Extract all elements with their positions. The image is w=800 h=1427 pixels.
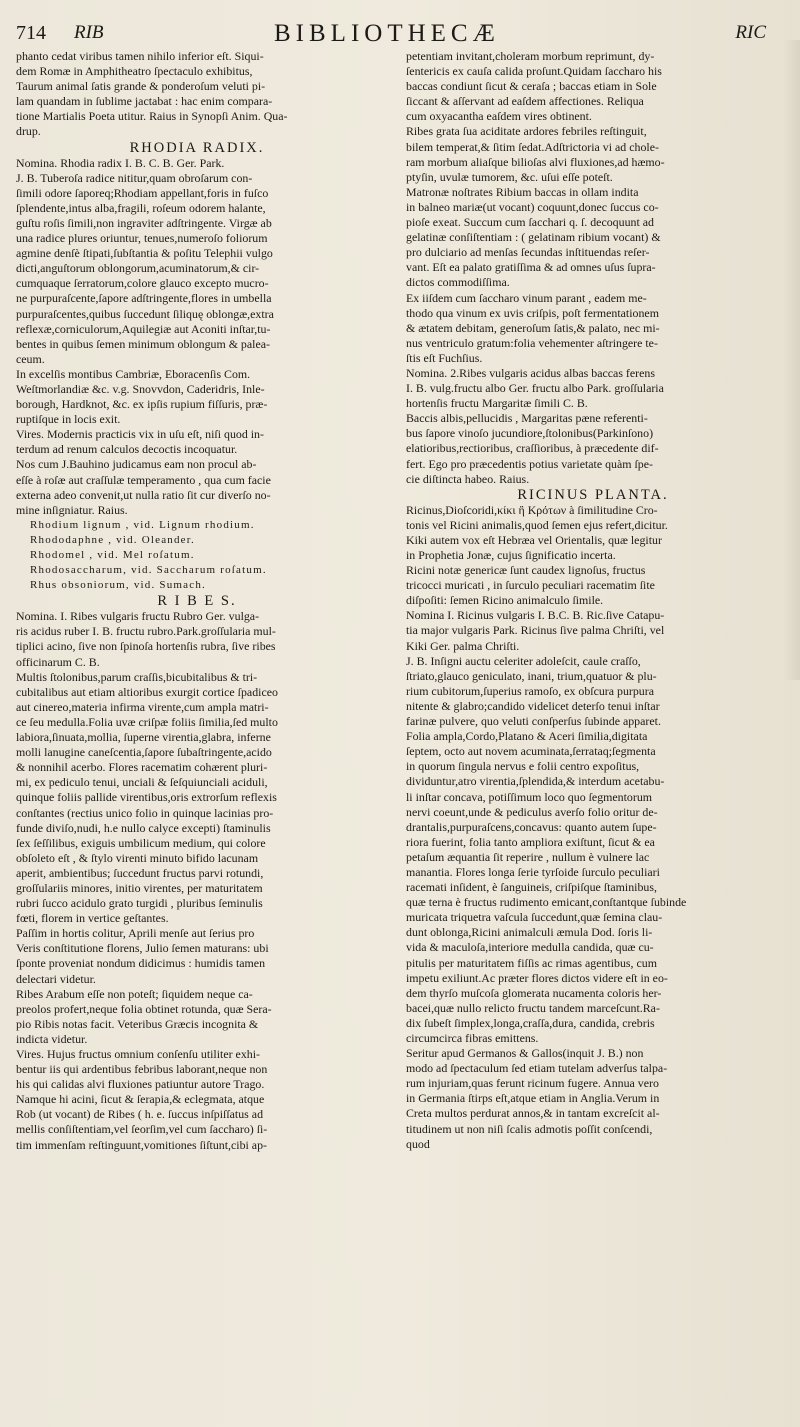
right-text-line: & ætatem debitam, generoſum ſatis,& palato, nec mi- — [406, 320, 660, 335]
right-text-line: manantia. Flores longa ſerie tyrſoide ſurculo peculiari — [406, 864, 660, 879]
left-text-line: una radice plures oriuntur, tenues,numeroſo foliorum — [16, 231, 268, 246]
left-text-line: ſponte proveniat nondum didicimus : humidis tamen — [16, 956, 266, 971]
left-text-line: Rob (ut vocant) de Ribes ( h. e. ſuccus inſpiſſatus ad — [16, 1107, 264, 1122]
right-text-line: nus ventriculo gratum:folia vehementer aſtringere te- — [406, 335, 658, 350]
right-text-line: riora fuerint, folia tanto ampliora exiſtunt, ſicut & ea — [406, 834, 655, 849]
left-text-line: rubri ſucco acidulo grato turgidi , pluribus ſeminulis — [16, 896, 263, 911]
right-text-line: cum oxyacantha eaſdem vires obtinent. — [406, 109, 592, 124]
right-text-line: thodo qua vinum ex uvis criſpis, poſt fermentationem — [406, 305, 659, 320]
left-text-line: Veris conſtitutione florens, Julio ſemen maturans: ubi — [16, 941, 269, 956]
right-text-line: Folia ampla,Cordo,Platano & Aceri ſimilia,digitata — [406, 729, 648, 744]
right-text-line: nervi coeunt,unde & pediculus averſo folio oritur de- — [406, 804, 658, 819]
right-text-line: ſtis eſt Fuchſius. — [406, 350, 483, 365]
right-text-line: hortenſis fructu Margaritæ ſimili C. B. — [406, 396, 588, 411]
right-text-line: bus ſapore vinoſo jucundiore,ſtolonibus(Parkinſono) — [406, 426, 654, 441]
right-text-line: bilem temperat,& ſitim ſedat.Adſtrictoria vi ad chole- — [406, 139, 659, 154]
right-text-line: dictos commodiſſima. — [406, 275, 510, 290]
left-text-line: lam quandam in ſublime jactabat : hac enim compara- — [16, 94, 273, 109]
page-number: 714 — [16, 22, 46, 44]
left-text-line: bentes in quibus ſemen minimum oblongum & palea- — [16, 336, 270, 351]
left-text-line: Rhodomel , vid. Mel roſatum. — [30, 549, 195, 561]
right-text-line: in quorum ſingula nervus e folii centro expoſitus, — [406, 759, 640, 774]
right-text-line: Kiki Ger. palma Chriſti. — [406, 638, 520, 653]
right-text-line: Ex iiſdem cum ſaccharo vinum parant , eadem me- — [406, 290, 647, 305]
left-text-line: molli lanugine caneſcentia,ſapore ſubaſtringente,acido — [16, 745, 272, 760]
right-text-line: Creta multos perdurat annos,& in tantam excreſcit al- — [406, 1106, 660, 1121]
right-text-line: Ricini notæ genericæ ſunt caudex lignoſus, fructus — [406, 563, 646, 578]
right-text-line: quod — [406, 1136, 430, 1151]
left-text-line: reflexæ,corniculorum,Aquilegiæ aut Aconiti inſtar,tu- — [16, 321, 271, 336]
right-text-line: petentiam invitant,choleram morbum reprimunt, dy- — [406, 49, 655, 63]
left-text-line: ruptiſque in locis exit. — [16, 412, 121, 427]
left-text-line: Multis ſtolonibus,parum craſſis,bicubitalibus & tri- — [16, 669, 258, 684]
right-text-line: modo ad ſpectaculum ſed etiam tutelam adverſus talpa- — [406, 1061, 668, 1076]
left-text-line: eſſe à roſæ aut craſſulæ temperamento , qua cum facie — [16, 472, 271, 487]
right-text-line: Seritur apud Germanos & Gallos(inquit J. B.) non — [406, 1046, 644, 1061]
right-text-line: pro dulciario ad menſas ſecundas inſtituendas reſer- — [406, 245, 650, 260]
right-text-line: diſpoſiti: ſemen Ricino animalculo ſimile. — [406, 593, 604, 608]
right-text-line: dix ſubeſt ſimplex,longa,craſſa,dura, candida, crebris — [406, 1015, 655, 1030]
left-text-line: Namque hi acini, ſicut & ſerapia,& eclegmata, atque — [16, 1092, 265, 1107]
right-text-line: vant. Eſt ea palato gratiſſima & ad omnes uſus ſupra- — [406, 260, 656, 275]
left-text-line: Nomina. Rhodia radix I. B. C. B. Ger. Park. — [16, 155, 225, 170]
left-text-line: aut cinereo,materia infirma virente,cum ampla matri- — [16, 699, 269, 714]
left-text-line: Vires. Hujus fructus omnium conſenſu utiliter exhi- — [16, 1047, 260, 1061]
page-edge-shadow — [784, 40, 800, 680]
right-text-line: Ribes grata ſua aciditate ardores febriles reſtinguit, — [406, 124, 647, 139]
right-text-line: elatioribus,rectioribus, craſſioribus, à præcedente dif- — [406, 441, 659, 456]
left-text-line: & nonnihil acerbo. Flores racematim cohærent pluri- — [16, 760, 268, 775]
right-text-line: dividuntur,atro virentia,ſplendida,& interdum acetabu- — [406, 774, 665, 789]
right-text-line: ſtriato,glauco geniculato, inani, trium,quatuor & plu- — [406, 668, 657, 683]
left-text-line: Rhus obsoniorum, vid. Sumach. — [30, 579, 206, 592]
left-text-line: his qui calidas alvi fluxiones patiuntur autore Trago. — [16, 1077, 265, 1092]
left-text-line: pio Ribis notas facit. Veteribus Græcis incognita & — [16, 1016, 259, 1031]
right-text-line: Baccis albis,pellucidis , Margaritas pæne referenti- — [406, 411, 648, 426]
right-text-line: racemati inſident, è ſanguineis, criſpiſque ſtaminibus, — [406, 880, 657, 895]
right-text-line: cie diſtincta habeo. Raius. — [406, 471, 530, 486]
right-text-line: tia major vulgaris Park. Ricinus ſive palma Chriſti, vel — [406, 623, 665, 638]
left-text-line: ne purpuraſcente,ſapore adſtringente,flores in umbella — [16, 291, 272, 306]
left-text-line: purpuraſcentes,quibus ſuccedunt ſiliquę oblongæ,extra — [16, 306, 274, 321]
left-text-line: Nos cum J.Bauhino judicamus eam non procul ab- — [16, 457, 257, 472]
right-text-line: tonis vel Ricini animalis,quod ſemen ejus refert,dicitur. — [406, 517, 668, 532]
left-text-line: delectari videtur. — [16, 971, 96, 986]
left-text-line: mi, ex pediculo tenui, unciali & ſeſquiunciali aciduli, — [16, 775, 268, 790]
right-running-head: RIC — [735, 22, 766, 43]
left-text-line: mellis conſiſtentiam,vel ſeorſim,vel cum ſaccharo) ſi- — [16, 1122, 268, 1137]
left-text-line: Rhododaphne , vid. Oleander. — [30, 533, 195, 546]
left-column — [16, 49, 378, 1153]
left-text-line: cubitalibus aut etiam altioribus exurgit cortice ſpadiceo — [16, 684, 278, 699]
right-text-line: ram morbum aliaſque bilioſas alvi fluxiones,ad hæmo- — [406, 154, 665, 169]
left-text-line: ce ſeu medulla.Folia uvæ criſpæ foliis ſimilia,ſed multo — [16, 714, 278, 729]
right-text-line: pioſe exeat. Succum cum ſacchari q. ſ. decoquunt ad — [406, 215, 654, 230]
left-text-line: dicti,anguſtorum oblongorum,acuminatorum,& cir- — [16, 261, 260, 276]
right-text-line: in Prophetia Jonæ, cujus ſignificatio incerta. — [406, 548, 616, 562]
left-text-line: cumquaque ſerratorum,colore glauco excepto mucro- — [16, 276, 269, 291]
right-text-line: ſiccant & aſſervant ad eaſdem affectiones. Reliqua — [406, 94, 644, 109]
left-text-line: mine inſigniatur. Raius. — [16, 502, 128, 517]
left-text-line: terdum ad renum calculos decoctis incoquatur. — [16, 442, 238, 457]
right-text-line: baccas condiunt ſicut & ceraſa ; baccas etiam in Sole — [406, 79, 657, 94]
right-text-line: RICINUS PLANTA. — [517, 486, 669, 503]
left-text-line: agmine denſè ſtipati,ſubſtantia & poſitu Telephii vulgo — [16, 246, 273, 261]
left-text-line: labiora,ſinuata,mollia, ſuperne virentia,glabra, inferne — [16, 730, 271, 745]
right-text-line: ſentericis ex cauſa calida proſunt.Quidam ſaccharo his — [406, 64, 662, 79]
left-text-line: guſtu roſis ſimili,non ingraviter adſtringente. Virgæ ab — [16, 215, 272, 230]
right-text-line: impetu exiliunt.Ac præter flores dictos videre eſt in eo- — [406, 970, 668, 985]
left-text-line: drup. — [16, 124, 41, 139]
left-text-line: obſoleto eſt , & ſtylo virenti minuto bifido lacunam — [16, 850, 259, 865]
right-text-line: rum injuriam,quas ferunt ricinum fugere. Annua vero — [406, 1076, 659, 1091]
right-text-line: Nomina I. Ricinus vulgaris I. B.C. B. Ric.ſive Catapu- — [406, 608, 665, 623]
right-text-line: in balneo mariæ(ut vocant) coquunt,donec ſuccus co- — [406, 199, 659, 214]
right-text-line: J. B. Inſigni auctu celeriter adoleſcit, caule craſſo, — [406, 653, 641, 668]
left-text-line: indicta videtur. — [16, 1031, 88, 1046]
right-text-line: muricata triquetra vaſcula ſuccedunt,quæ ſemina clau- — [406, 910, 663, 925]
right-column — [406, 49, 780, 1152]
left-text-line: tim immenſam reſtinguunt,vomitiones ſiſtunt,cibi ap- — [16, 1137, 267, 1152]
right-text-line: li inſtar concava, potiſſimum loco quo ſegmentorum — [406, 789, 653, 804]
running-header — [14, 20, 786, 46]
left-text-line: ſimili odore ſaporeq;Rhodiam appellant,foris in fuſco — [16, 185, 269, 200]
right-text-line: tricocci muricati , in ſurculo peculiari racematim ſite — [406, 578, 655, 593]
right-text-line: nitente & glabro;candido videlicet deterſo tenui inſtar — [406, 698, 660, 713]
left-text-line: Rhodium lignum , vid. Lignum rhodium. — [30, 518, 255, 531]
left-text-line: ris acidus ruber I. B. fructu rubro.Park.groſſularia mul- — [16, 624, 276, 639]
left-text-line: Paſſim in hortis colitur, Aprili menſe aut ſerius pro — [16, 926, 255, 941]
left-text-line: ſplendente,intus alba,fragili, roſeum odorem halante, — [16, 200, 266, 215]
left-text-line: tiplici acino, ſive non ſpinoſa hortenſis rubra, ſive ribes — [16, 639, 276, 654]
right-text-line: Matronæ noſtrates Ribium baccas in ollam indita — [406, 184, 639, 199]
page-title: BIBLIOTHECÆ — [274, 20, 500, 47]
right-text-line: dem thyrſo muſcoſa glomerata nucamenta coloris her- — [406, 985, 662, 1000]
right-text-line: I. B. vulg.fructu albo Ger. fructu albo Park. groſſularia — [406, 381, 664, 396]
right-text-line: rium cubitorum,ſuperius ramoſo, ex obſcura purpura — [406, 683, 654, 698]
left-text-line: aperit, ambientibus; ſuccedunt fructus parvi rotundi, — [16, 865, 264, 880]
left-text-line: dem Romæ in Amphitheatro ſpectaculo exhibitus, — [16, 64, 253, 79]
left-text-line: R I B E S. — [157, 593, 237, 610]
left-text-line: borough, Hardknot, &c. ex ipſis rupium fiſſuris, præ- — [16, 397, 268, 412]
right-text-line: ſeptem, octo aut novem acuminata,ſerrataq;ſegmenta — [406, 744, 656, 759]
right-text-line: in Germania ſtirps eſt,atque etiam in Anglia.Verum in — [406, 1091, 660, 1106]
left-text-line: officinarum C. B. — [16, 654, 100, 669]
right-text-line: ptyſin, uvulæ tumorem, &c. uſui eſſe poteſt. — [406, 169, 613, 184]
left-text-line: fœti, florem in vertice geſtantes. — [16, 911, 169, 926]
left-text-line: tione Martialis Poeta utitur. Raius in Synopſi Anim. Qua- — [16, 109, 288, 124]
right-text-line: dunt oblonga,Ricini animalculi æmula Dod. ſoris li- — [406, 925, 653, 940]
left-text-line: conſtantes (rectius unico folio in quinque lacinias pro- — [16, 805, 274, 820]
right-text-line: bacei,quæ nullo relicto fructu tandem marceſcunt.Ra- — [406, 1000, 660, 1015]
left-text-line: ſex ſeſſilibus, exiguis umbilicum medium, qui colore — [16, 835, 266, 850]
right-text-line: pitulis per maturitatem fiſſis ac rimas agentibus, cum — [406, 955, 657, 970]
right-text-line: gelatinæ conſiſtentiam : ( gelatinam ribium vocant) & — [406, 230, 661, 245]
left-text-line: Weſtmorlandiæ &c. v.g. Snovvdon, Caderidris, Inle- — [16, 381, 265, 396]
right-text-line: farinæ pulvere, quo veluti conſperſus ſubinde apparet. — [406, 714, 661, 729]
right-text-line: vida & maculoſa,interiore medulla candida, quæ cu- — [406, 940, 654, 955]
right-text-line: quæ terna è fructus rudimento emicant,conſtantque ſubinde — [406, 895, 687, 910]
left-text-line: Taurum animal ſatis grande & ponderoſum veluti pi- — [16, 79, 266, 94]
left-text-line: RHODIA RADIX. — [129, 139, 265, 156]
right-text-line: petaſum æquantia ſit reperire , nullum è vulnere lac — [406, 849, 650, 864]
left-text-line: phanto cedat viribus tamen nihilo inferior eſt. Siqui- — [16, 49, 264, 63]
left-text-line: Rhodosaccharum, vid. Saccharum roſatum. — [30, 564, 267, 577]
left-running-head: RIB — [74, 22, 104, 43]
left-text-line: groſſulariis minores, initio virentes, per maturitatem — [16, 880, 263, 895]
left-text-line: Ribes Arabum eſſe non poteſt; ſiquidem neque ca- — [16, 986, 253, 1001]
right-text-line: Ricinus,Dioſcoridi,κίκι ἢ Κρότων à ſimilitudine Cro- — [406, 502, 658, 517]
left-text-line: ceum. — [16, 351, 45, 366]
right-text-line: fert. Ego pro præcedentis potius varietate quàm ſpe- — [406, 456, 653, 471]
right-text-line: circumcirca fibras emittens. — [406, 1031, 539, 1045]
right-text-line: drantalis,purpuraſcens,concavus: quanto autem ſupe- — [406, 819, 657, 834]
right-text-line: Kiki autem vox eſt Hebræa vel Orientalis, quæ legitur — [406, 532, 662, 547]
left-text-line: quinque foliis pallide virentibus,oris extrorſum reflexis — [16, 790, 277, 805]
right-text-line: titudinem ut non niſi ſcalis admotis poſſit conſcendi, — [406, 1121, 653, 1136]
left-text-line: preolos profert,neque folia obtinet rotunda, quæ Sera- — [16, 1001, 272, 1016]
left-text-line: In excelſis montibus Cambriæ, Eboracenſis Com. — [16, 366, 251, 381]
left-text-line: Vires. Modernis practicis vix in uſu eſt, niſi quod in- — [16, 427, 264, 442]
left-text-line: Nomina. I. Ribes vulgaris fructu Rubro Ger. vulga- — [16, 609, 260, 624]
left-text-line: funde diviſo,nudi, h.e nullo calyce excepti) ſtaminulis — [16, 820, 271, 835]
right-text-line: Nomina. 2.Ribes vulgaris acidus albas baccas ferens — [406, 365, 655, 380]
left-text-line: externa adeo convenit,ut nulla ratio ſit cur diverſo no- — [16, 487, 271, 502]
left-text-line: bentur iis qui ardentibus febribus laborant,neque non — [16, 1062, 268, 1077]
left-text-line: J. B. Tuberoſa radice nititur,quam obroſarum con- — [16, 170, 253, 185]
